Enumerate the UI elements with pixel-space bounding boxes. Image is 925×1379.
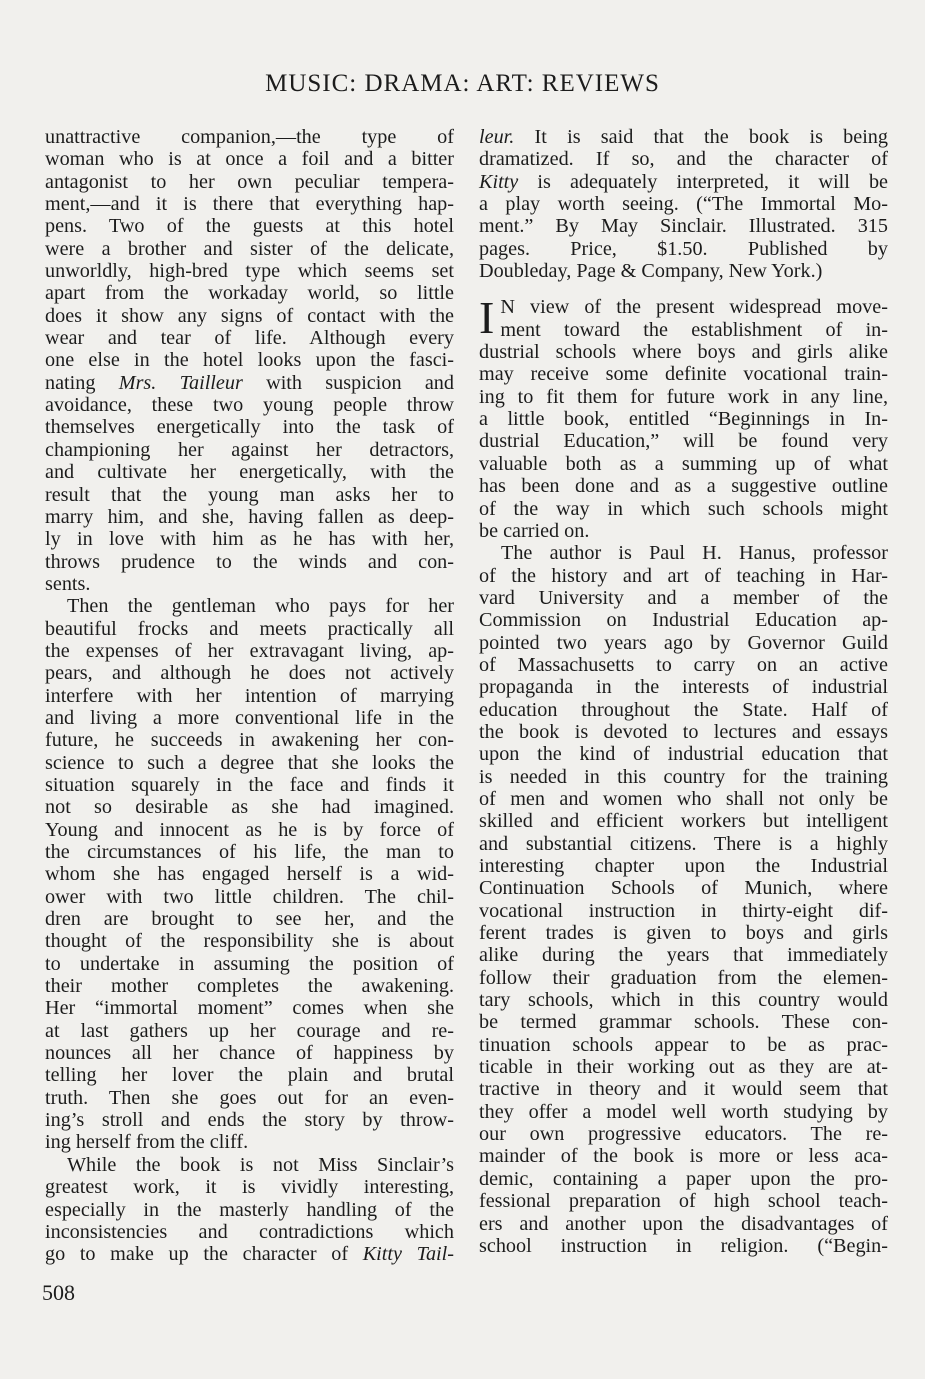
text-line <box>45 1221 454 1243</box>
text-segment: school instruction in religion. (“Begin- <box>479 1234 888 1257</box>
italic-segment: Kitty Tail- <box>362 1243 454 1266</box>
text-segment: ing herself from the cliff. <box>45 1131 249 1154</box>
text-segment: a little book, entitled “Beginnings in In- <box>479 408 888 431</box>
text-line <box>479 1235 888 1257</box>
running-head: MUSIC: DRAMA: ART: REVIEWS <box>265 70 660 97</box>
text-line <box>45 506 454 528</box>
text-segment: they offer a model well worth studying by <box>479 1100 888 1123</box>
text-segment: sents. <box>45 572 91 595</box>
text-line <box>45 394 454 416</box>
text-line <box>479 989 888 1011</box>
text-line <box>479 430 888 452</box>
text-segment: of the way in which such schools might <box>479 497 888 520</box>
text-segment: ment toward the establishment of in- <box>500 318 888 341</box>
text-segment: fessional preparation of high school teach- <box>479 1190 888 1213</box>
text-line <box>45 685 454 707</box>
text-segment: The author is Paul H. Hanus, professor <box>501 542 888 565</box>
text-line <box>479 1034 888 1056</box>
text-line <box>45 461 454 483</box>
text-line <box>45 640 454 662</box>
text-line <box>479 475 888 497</box>
text-segment: our own progressive educators. The re- <box>479 1123 888 1146</box>
text-segment: has been done and as a suggestive outline <box>479 475 888 498</box>
text-segment: at last gathers up her courage and re- <box>45 1019 454 1042</box>
text-line <box>45 215 454 237</box>
text-segment: ticable in their working out as they are at- <box>479 1056 888 1079</box>
text-line <box>479 609 888 631</box>
text-line <box>479 565 888 587</box>
text-segment: follow their graduation from the elemen- <box>479 966 888 989</box>
text-segment: ower with two little children. The chil- <box>45 885 454 908</box>
text-segment: their mother completes the awakening. <box>45 975 454 998</box>
text-line <box>479 520 888 542</box>
text-line <box>45 1109 454 1131</box>
text-line <box>45 1199 454 1221</box>
text-line <box>45 707 454 729</box>
text-line <box>479 699 888 721</box>
text-segment: apart from the workaday world, so little <box>45 282 454 305</box>
text-segment: unattractive companion,—the type of <box>45 126 454 148</box>
text-segment: While the book is not Miss Sinclair’s <box>67 1153 454 1176</box>
text-segment: avoidance, these two young people throw <box>45 394 454 417</box>
text-line <box>479 877 888 899</box>
text-segment: dustrial schools where boys and girls alike <box>479 341 888 364</box>
text-line <box>45 1154 454 1176</box>
text-line <box>479 1145 888 1167</box>
text-line <box>479 319 888 341</box>
text-segment: nounces all her chance of happiness by <box>45 1042 454 1065</box>
text-segment: be carried on. <box>479 519 590 542</box>
text-line <box>479 260 888 282</box>
text-line <box>45 282 454 304</box>
text-segment: the book is devoted to lectures and essays <box>479 720 888 743</box>
italic-segment: Mrs. Tailleur <box>118 371 243 394</box>
text-segment: does it show any signs of contact with the <box>45 304 454 327</box>
text-line <box>45 416 454 438</box>
text-line <box>45 260 454 282</box>
text-segment: woman who is at once a foil and a bitter <box>45 148 454 171</box>
text-segment: interfere with her intention of marrying <box>45 684 454 707</box>
text-line <box>45 997 454 1019</box>
text-segment: ers and another upon the disadvantages of <box>479 1212 888 1235</box>
text-line <box>45 796 454 818</box>
text-line <box>479 1101 888 1123</box>
text-segment: the expenses of her extravagant living, ap- <box>45 639 454 662</box>
text-line <box>45 484 454 506</box>
text-line <box>479 341 888 363</box>
text-segment: is adequately interpreted, it will be <box>518 170 888 193</box>
text-line <box>479 171 888 193</box>
text-line <box>45 573 454 595</box>
text-line <box>479 193 888 215</box>
text-segment: of men and women who shall not only be <box>479 787 888 810</box>
text-line <box>479 408 888 430</box>
text-line <box>45 662 454 684</box>
text-segment: beautiful frocks and meets practically all <box>45 617 454 640</box>
text-segment: ment.” By May Sinclair. Illustrated. 315 <box>479 215 888 238</box>
text-line <box>45 193 454 215</box>
text-line <box>479 1056 888 1078</box>
text-line <box>479 676 888 698</box>
text-segment: dramatized. If so, and the character of <box>479 148 888 171</box>
text-segment: with suspicion and <box>242 371 454 394</box>
text-line <box>45 908 454 930</box>
text-segment: tinuation schools appear to be as prac- <box>479 1033 888 1056</box>
text-line <box>479 1213 888 1235</box>
text-segment: Young and innocent as he is by force of <box>45 818 454 841</box>
text-segment: truth. Then she goes out for an even- <box>45 1086 454 1109</box>
italic-segment: Kitty <box>479 170 519 193</box>
text-line <box>45 1087 454 1109</box>
text-line <box>45 1020 454 1042</box>
text-segment: and living a more conventional life in the <box>45 706 454 729</box>
text-line <box>45 439 454 461</box>
text-line <box>45 1064 454 1086</box>
text-line <box>45 975 454 997</box>
text-line <box>45 863 454 885</box>
text-line <box>479 296 888 318</box>
text-line <box>479 1190 888 1212</box>
text-line <box>479 833 888 855</box>
text-line <box>45 841 454 863</box>
text-segment: dustrial Education,” will be found very <box>479 430 888 453</box>
text-segment: pages. Price, $1.50. Published by <box>479 237 888 260</box>
text-segment: It is said that the book is being <box>514 126 888 148</box>
text-segment: of the history and art of teaching in Har- <box>479 564 888 587</box>
text-segment: science to such a degree that she looks the <box>45 751 454 774</box>
italic-segment: leur. <box>479 126 515 148</box>
text-segment: unworldly, high-bred type which seems set <box>45 260 454 283</box>
text-segment: and substantial citizens. There is a highly <box>479 832 888 855</box>
text-line <box>45 729 454 751</box>
text-segment: Then the gentleman who pays for her <box>67 595 454 618</box>
text-segment: one else in the hotel looks upon the fasci- <box>45 349 454 372</box>
text-line <box>479 1123 888 1145</box>
drop-cap: I <box>479 292 495 344</box>
text-line <box>479 922 888 944</box>
text-line <box>479 1011 888 1033</box>
text-segment: dren are brought to see her, and the <box>45 908 454 931</box>
text-segment: result that the young man asks her to <box>45 483 454 506</box>
text-segment: ing’s stroll and ends the story by throw- <box>45 1109 454 1132</box>
text-segment: whom she has engaged herself is a wid- <box>45 863 454 886</box>
text-segment: throws prudence to the winds and con- <box>45 550 454 573</box>
text-line <box>45 1131 454 1153</box>
text-line <box>479 238 888 260</box>
text-segment: go to make up the character of <box>45 1243 363 1266</box>
text-line <box>45 171 454 193</box>
text-segment: pens. Two of the guests at this hotel <box>45 215 454 238</box>
text-line <box>45 327 454 349</box>
text-segment: inconsistencies and contradictions which <box>45 1220 454 1243</box>
text-segment: of Massachusetts to carry on an active <box>479 653 888 676</box>
text-line <box>479 766 888 788</box>
text-line <box>45 1042 454 1064</box>
text-segment: ly in love with him as he has with her, <box>45 528 454 551</box>
text-line <box>479 148 888 170</box>
text-segment: wear and tear of life. Although every <box>45 327 454 350</box>
text-segment: vard University and a member of the <box>479 586 888 609</box>
text-line <box>45 238 454 260</box>
text-segment: a play worth seeing. (“The Immortal Mo- <box>479 193 888 216</box>
text-segment: be termed grammar schools. These con- <box>479 1011 888 1034</box>
text-line <box>45 1243 454 1265</box>
text-segment: Her “immortal moment” comes when she <box>45 997 454 1020</box>
text-line <box>479 900 888 922</box>
text-line <box>45 595 454 617</box>
text-line <box>479 587 888 609</box>
text-line <box>479 944 888 966</box>
text-segment: valuable both as a summing up of what <box>479 452 888 475</box>
text-line <box>479 967 888 989</box>
text-segment: ferent trades is given to boys and girls <box>479 922 888 945</box>
text-line <box>45 886 454 908</box>
text-line <box>45 819 454 841</box>
text-segment: skilled and efficient workers but intelligent <box>479 810 888 833</box>
text-segment: future, he succeeds in awakening her con- <box>45 729 454 752</box>
right-column <box>479 126 888 1257</box>
page-number: 508 <box>42 1280 75 1305</box>
right-column-review-end <box>479 126 888 282</box>
text-segment: especially in the masterly handling of the <box>45 1198 454 1221</box>
text-line <box>45 930 454 952</box>
text-line <box>479 743 888 765</box>
text-line <box>479 363 888 385</box>
text-line <box>479 386 888 408</box>
text-line <box>45 752 454 774</box>
text-segment: N view of the present widespread move- <box>500 296 888 319</box>
text-segment: were a brother and sister of the delicate, <box>45 237 454 260</box>
text-segment: and cultivate her energetically, with the <box>45 461 454 484</box>
text-line <box>479 126 888 148</box>
text-segment: interesting chapter upon the Industrial <box>479 855 888 877</box>
left-column <box>45 126 454 1266</box>
text-segment: championing her against her detractors, <box>45 438 454 461</box>
text-segment: demic, containing a paper upon the pro- <box>479 1167 888 1190</box>
text-line <box>45 551 454 573</box>
text-segment: situation squarely in the face and finds it <box>45 773 454 796</box>
text-segment: may receive some definite vocational train- <box>479 363 888 386</box>
text-segment: mainder of the book is more or less aca- <box>479 1145 888 1168</box>
text-segment: themselves energetically into the task of <box>45 416 454 439</box>
text-segment: education throughout the State. Half of <box>479 698 888 721</box>
text-segment: not so desirable as she had imagined. <box>45 796 454 819</box>
text-segment: thought of the responsibility she is about <box>45 930 454 953</box>
text-line <box>479 654 888 676</box>
text-segment: Doubleday, Page & Company, New York.) <box>479 260 823 283</box>
text-line <box>479 788 888 810</box>
text-line <box>45 528 454 550</box>
text-segment: greatest work, it is vividly interesting, <box>45 1176 454 1199</box>
text-line <box>479 855 888 877</box>
text-line <box>479 498 888 520</box>
text-segment: antagonist to her own peculiar tempera- <box>45 170 454 193</box>
text-line <box>45 305 454 327</box>
text-line <box>45 1176 454 1198</box>
text-line <box>479 1078 888 1100</box>
text-segment: propaganda in the interests of industrial <box>479 676 888 699</box>
text-segment: Continuation Schools of Munich, where <box>479 877 888 900</box>
text-line <box>45 126 454 148</box>
text-line <box>479 810 888 832</box>
text-line <box>45 349 454 371</box>
text-line <box>479 1168 888 1190</box>
text-segment: the circumstances of his life, the man to <box>45 841 454 863</box>
text-segment: is needed in this country for the training <box>479 765 888 788</box>
text-line <box>45 774 454 796</box>
text-line <box>479 632 888 654</box>
text-segment: pointed two years ago by Governor Guild <box>479 631 888 654</box>
text-line <box>479 215 888 237</box>
text-segment: ment,—and it is there that everything hap- <box>45 193 454 216</box>
text-line <box>479 453 888 475</box>
text-line <box>45 372 454 394</box>
text-segment: alike during the years that immediately <box>479 944 888 967</box>
text-line <box>479 542 888 564</box>
text-line <box>45 148 454 170</box>
text-segment: pears, and although he does not actively <box>45 662 454 685</box>
text-segment: to undertake in assuming the position of <box>45 952 454 975</box>
text-segment: nating <box>45 371 119 394</box>
text-segment: tractive in theory and it would seem that <box>479 1078 888 1101</box>
text-segment: Commission on Industrial Education ap- <box>479 609 888 632</box>
text-segment: marry him, and she, having fallen as deep- <box>45 505 454 528</box>
right-column-new-review <box>479 292 888 1257</box>
text-segment: ing to fit them for future work in any line, <box>479 385 888 408</box>
text-line <box>45 618 454 640</box>
section-gap <box>479 282 888 296</box>
text-segment: telling her lover the plain and brutal <box>45 1064 454 1087</box>
text-segment: vocational instruction in thirty-eight dif- <box>479 899 888 922</box>
text-line <box>479 721 888 743</box>
text-line <box>45 953 454 975</box>
text-segment: upon the kind of industrial education that <box>479 743 888 766</box>
text-segment: tary schools, which in this country would <box>479 989 888 1012</box>
